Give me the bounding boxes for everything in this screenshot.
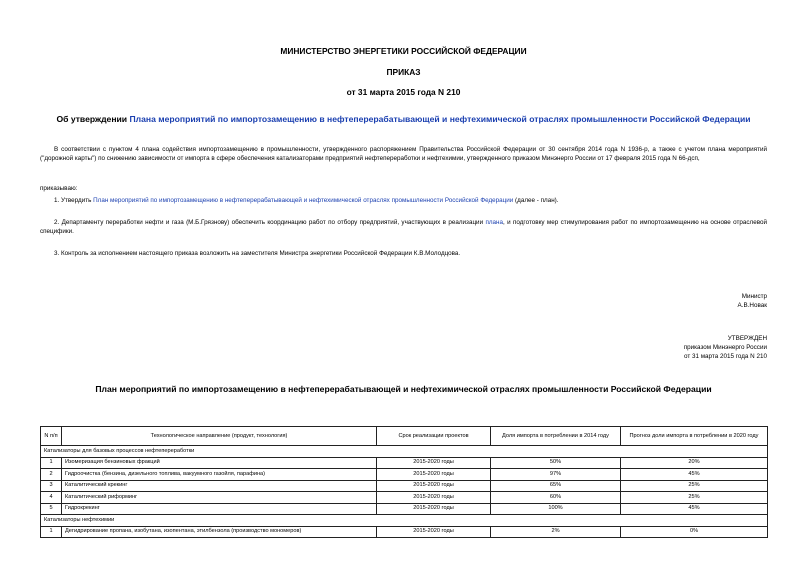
cell-period: 2015-2020 годы <box>377 457 491 469</box>
signature-block <box>567 292 767 310</box>
plan-table <box>40 426 768 538</box>
section-label: Катализаторы для базовых процессов нефтепереработки <box>41 446 768 458</box>
cell-import-2014: 50% <box>491 457 621 469</box>
section-row-petrochem <box>41 515 768 527</box>
cell-num: 1 <box>41 526 62 538</box>
order-word: приказываю: <box>40 185 78 192</box>
cell-direction: Каталитический крекинг <box>62 480 377 492</box>
cell-forecast-2020: 25% <box>621 480 768 492</box>
col-forecast-2020-header: Прогноз доли импорта в потреблении в 2020 году <box>621 427 768 446</box>
approval-line-1: УТВЕРЖДЕН <box>727 335 767 342</box>
cell-import-2014: 2% <box>491 526 621 538</box>
table-row <box>41 457 768 469</box>
cell-direction: Гидрокрекинг <box>62 503 377 515</box>
item-2-prefix: 2. Департаменту переработки нефти и газа (М.Б.Грязнову) обеспечить координацию работ по отбору предприятий, участвующих в реализации <box>54 219 486 226</box>
item-2-link[interactable]: плана <box>485 219 504 226</box>
approval-line-2: приказом Минэнерго России <box>683 344 767 351</box>
col-direction-header: Технологическое направление (продукт, технология) <box>62 427 377 446</box>
section-label: Катализаторы нефтехимии <box>41 515 768 527</box>
item-1-link[interactable]: План мероприятий по импортозамещению в нефтеперерабатывающей и нефтехимической отраслях промышленности Российской Федерации <box>93 197 514 204</box>
cell-num: 4 <box>41 492 62 504</box>
cell-direction: Каталитический риформинг <box>62 492 377 504</box>
cell-import-2014: 97% <box>491 469 621 481</box>
item-3: 3. Контроль за исполнением настоящего приказа возложить на заместителя Министра энергетики Российской Федерации К.В.Молодцова. <box>54 250 461 257</box>
item-1-prefix: 1. Утвердить <box>54 197 94 204</box>
cell-direction: Дегидрирование пропана, изобутана, изопентана, этилбензола (производство мономеров) <box>62 526 377 538</box>
plan-title: План мероприятий по импортозамещению в нефтеперерабатывающей и нефтехимической отраслях промышленности Российской Федерации <box>95 384 712 394</box>
order-heading: ПРИКАЗ <box>386 67 421 77</box>
table-row <box>41 526 768 538</box>
col-import-2014-header: Доля импорта в потреблении в 2014 году <box>491 427 621 446</box>
cell-forecast-2020: 0% <box>621 526 768 538</box>
signature-name: А.В.Новак <box>737 302 767 309</box>
cell-period: 2015-2020 годы <box>377 492 491 504</box>
signature-position: Министр <box>741 293 767 300</box>
cell-num: 1 <box>41 457 62 469</box>
order-date: от 31 марта 2015 года N 210 <box>346 87 461 97</box>
cell-period: 2015-2020 годы <box>377 469 491 481</box>
table-header-row <box>41 427 768 446</box>
cell-import-2014: 100% <box>491 503 621 515</box>
item-2 <box>40 219 767 236</box>
cell-import-2014: 65% <box>491 480 621 492</box>
col-num-header: N п/п <box>41 427 62 446</box>
table-row <box>41 480 768 492</box>
cell-forecast-2020: 45% <box>621 503 768 515</box>
section-row-refining <box>41 446 768 458</box>
document-title-link[interactable]: Плана мероприятий по импортозамещению в нефтеперерабатывающей и нефтехимической отраслях промышленности Российской Федерации <box>129 114 751 124</box>
approval-stamp <box>567 334 767 361</box>
cell-direction: Изомеризация бензиновых фракций <box>62 457 377 469</box>
col-period-header: Срок реализации проектов <box>377 427 491 446</box>
table-row <box>41 469 768 481</box>
ministry-heading: МИНИСТЕРСТВО ЭНЕРГЕТИКИ РОССИЙСКОЙ ФЕДЕРАЦИИ <box>280 46 527 56</box>
table-row <box>41 503 768 515</box>
cell-num: 2 <box>41 469 62 481</box>
cell-direction: Гидроочистка (бензина, дизельного топлива, вакуумного газойля, парафина) <box>62 469 377 481</box>
preamble-text: В соответствии с пунктом 4 плана содействия импортозамещению в промышленности, утвержденного распоряжением Правительства Российской Федерации от 30 сентября 2014 года N 1936-р, а также с учетом плана мероприятий ("дорожной карты") по снижению зависимости от импорта в сфере обеспечения катализаторами предприятий нефтепереработки и нефтехимии, утвержденного приказом Минэнерго России от 17 февраля 2015 года N 66-дсп, <box>40 146 767 162</box>
cell-period: 2015-2020 годы <box>377 480 491 492</box>
item-1 <box>40 197 767 206</box>
cell-num: 3 <box>41 480 62 492</box>
document-title <box>0 114 807 124</box>
cell-forecast-2020: 45% <box>621 469 768 481</box>
cell-forecast-2020: 20% <box>621 457 768 469</box>
table-row <box>41 492 768 504</box>
approval-line-3: от 31 марта 2015 года N 210 <box>683 353 767 360</box>
document-title-prefix: Об утверждении <box>56 114 130 124</box>
cell-period: 2015-2020 годы <box>377 503 491 515</box>
cell-period: 2015-2020 годы <box>377 526 491 538</box>
item-1-suffix: (далее - план). <box>513 197 559 204</box>
cell-num: 5 <box>41 503 62 515</box>
item-2-suffix: , и подготовку мер стимулирования работ по импортозамещению на основе отраслевой специфики. <box>40 219 767 235</box>
cell-forecast-2020: 25% <box>621 492 768 504</box>
cell-import-2014: 60% <box>491 492 621 504</box>
